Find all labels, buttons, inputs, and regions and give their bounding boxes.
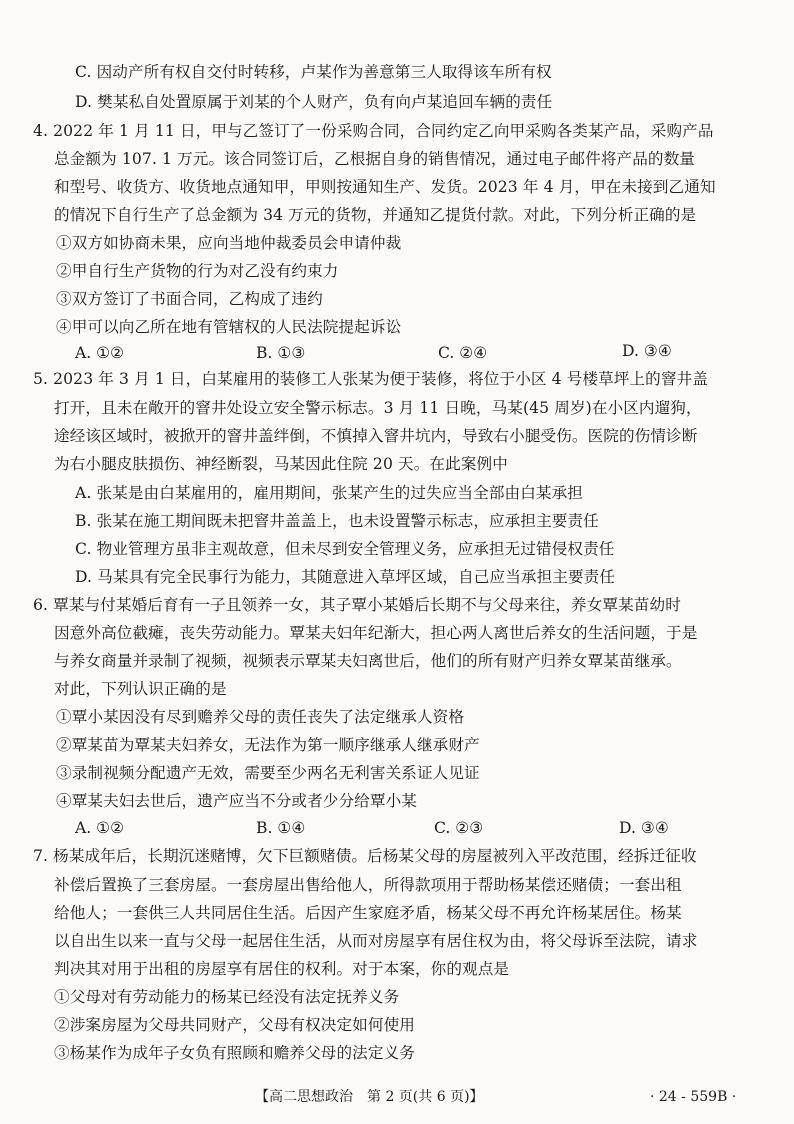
q7-stem-line: 7. 杨某成年后，长期沉迷赌博，欠下巨额赌债。后杨某父母的房屋被列入平改范围，经拆迁征收 — [33, 847, 697, 865]
q6-item: ②覃某苗为覃某夫妇养女，无法作为第一顺序继承人继承财产 — [56, 736, 480, 754]
q5-choice-b: B. 张某在施工期间既未把窨井盖盖上，也未设置警示标志，应承担主要责任 — [75, 512, 599, 530]
q6-item: ③录制视频分配遗产无效，需要至少两名无利害关系证人见证 — [56, 764, 480, 782]
q6-stem-line: 因意外高位截瘫，丧失劳动能力。覃某夫妇年纪渐大，担心两人离世后养女的生活问题，于是 — [54, 624, 698, 642]
q3-choice-d: D. 樊某私自处置原属于刘某的个人财产，负有向卢某追回车辆的责任 — [75, 93, 553, 111]
q6-stem-line: 对此，下列认识正确的是 — [54, 680, 227, 698]
q6-option-d: D. ③④ — [619, 819, 669, 837]
q5-stem-line: 为右小腿皮肤损伤、神经断裂，马某因此住院 20 天。在此案例中 — [54, 455, 508, 473]
q6-item: ④覃某夫妇去世后，遗产应当不分或者少分给覃小某 — [56, 792, 417, 810]
q4-item: ②甲自行生产货物的行为对乙没有约束力 — [56, 262, 339, 280]
q4-option-d: D. ③④ — [622, 342, 672, 360]
q4-stem-line: 4. 2022 年 1 月 11 日，甲与乙签订了一份采购合同，合同约定乙向甲采购各类某产品，采购产品 — [33, 122, 714, 140]
q5-stem-line: 5. 2023 年 3 月 1 日，白某雇用的装修工人张某为便于装修，将位于小区 4 号楼草坪上的窨井盖 — [33, 370, 708, 388]
exam-code: · 24 - 559B · — [650, 1089, 737, 1105]
q7-stem-line: 以自出生以来一直与父母一起居住生活，从而对房屋享有居住权为由，将父母诉至法院，请求 — [54, 932, 698, 950]
q4-stem-line: 的情况下自行生产了总金额为 34 万元的货物，并通知乙提货付款。对此，下列分析正确的是 — [54, 206, 697, 224]
q6-option-b: B. ①④ — [256, 819, 306, 837]
q7-item: ③杨某作为成年子女负有照顾和赡养父母的法定义务 — [54, 1044, 415, 1062]
q6-stem-line: 与养女商量并录制了视频，视频表示覃某夫妇离世后，他们的所有财产归养女覃某苗继承。 — [54, 652, 682, 670]
q6-stem-line: 6. 覃某与付某婚后育有一子且领养一女，其子覃小某婚后长期不与父母来往，养女覃某苗幼时 — [33, 596, 681, 614]
page-footer-label: 【高二思想政治 第 2 页(共 6 页)】 — [255, 1089, 484, 1105]
q6-option-a: A. ①② — [75, 819, 125, 837]
q7-stem-line: 补偿后置换了三套房屋。一套房屋出售给他人，所得款项用于帮助杨某偿还赌债；一套出租 — [54, 876, 682, 894]
q5-choice-d: D. 马某具有完全民事行为能力，其随意进入草坪区域，自己应当承担主要责任 — [75, 568, 616, 586]
q6-option-c: C. ②③ — [434, 819, 484, 837]
q4-item: ④甲可以向乙所在地有管辖权的人民法院提起诉讼 — [56, 318, 402, 336]
q4-option-a: A. ①② — [75, 344, 125, 362]
q3-choice-c: C. 因动产所有权自交付时转移，卢某作为善意第三人取得该车所有权 — [75, 63, 552, 81]
q4-stem-line: 总金额为 107. 1 万元。该合同签订后，乙根据自身的销售情况，通过电子邮件将产品的数量 — [54, 150, 695, 168]
q7-item: ②涉案房屋为父母共同财产，父母有权决定如何使用 — [54, 1016, 415, 1034]
q5-choice-a: A. 张某是由白某雇用的，雇用期间，张某产生的过失应当全部由白某承担 — [75, 484, 583, 502]
q5-stem-line: 途经该区域时，被掀开的窨井盖绊倒，不慎掉入窨井坑内，导致右小腿受伤。医院的伤情诊断 — [54, 427, 698, 445]
q5-stem-line: 打开，且未在敞开的窨井处设立安全警示标志。3 月 11 日晚，马某(45 周岁)在小区内遛狗， — [54, 399, 702, 417]
q4-item: ①双方如协商未果，应向当地仲裁委员会申请仲裁 — [56, 234, 402, 252]
q7-item: ①父母对有劳动能力的杨某已经没有法定抚养义务 — [54, 988, 400, 1006]
q4-option-b: B. ①③ — [256, 344, 306, 362]
q7-stem-line: 判决其对用于出租的房屋享有居住的权利。对于本案，你的观点是 — [54, 960, 510, 978]
q4-item: ③双方签订了书面合同，乙构成了违约 — [56, 290, 323, 308]
q4-stem-line: 和型号、收货方、收货地点通知甲，甲则按通知生产、发货。2023 年 4 月，甲在未接到乙通知 — [54, 178, 716, 196]
q7-stem-line: 给他人；一套供三人共同居住生活。后因产生家庭矛盾，杨某父母不再允许杨某居住。杨某 — [54, 904, 682, 922]
q5-choice-c: C. 物业管理方虽非主观故意，但未尽到安全管理义务，应承担无过错侵权责任 — [75, 540, 615, 558]
q6-item: ①覃小某因没有尽到赡养父母的责任丧失了法定继承人资格 — [56, 708, 465, 726]
q4-option-c: C. ②④ — [438, 344, 488, 362]
